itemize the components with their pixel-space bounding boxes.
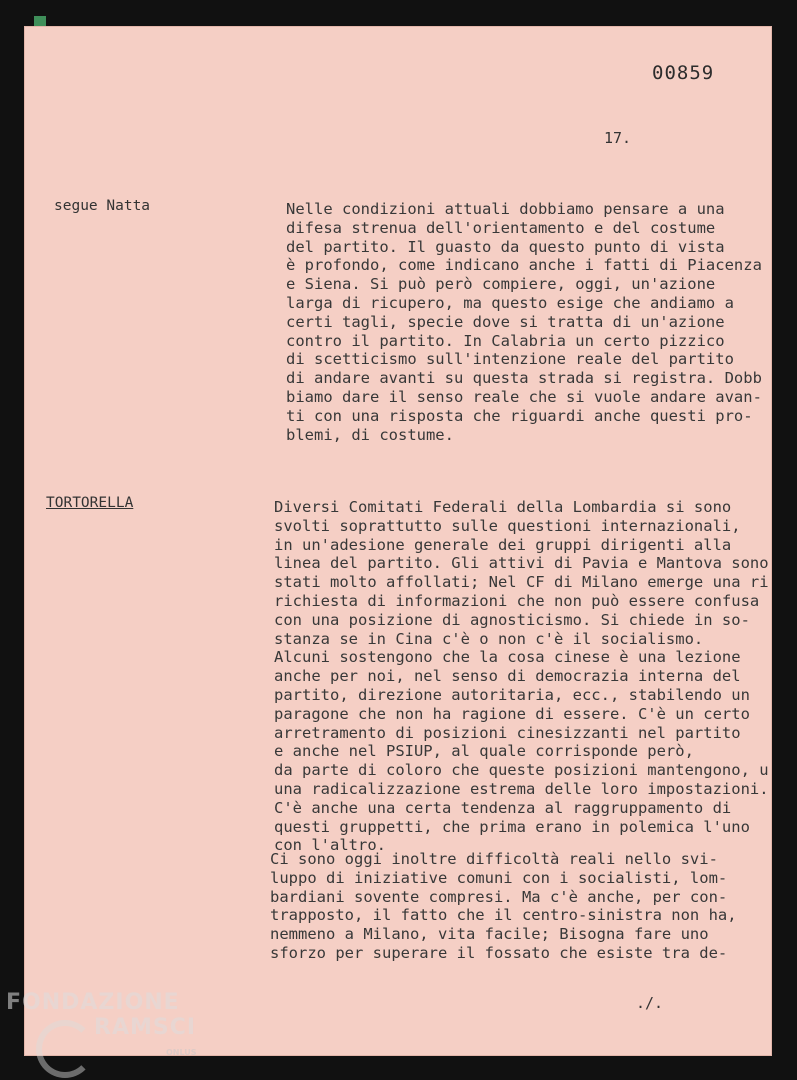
fondazione-gramsci-watermark <box>6 990 197 1057</box>
continuation-mark: ./. <box>636 994 664 1012</box>
tortorella-paragraph-1: Diversi Comitati Federali della Lombardia si sono svolti soprattutto sulle questioni internazionali, in un'adesione generale dei gruppi dirigenti alla linea del partito. Gli attivi di Pavia e Mantova sono stati molto affollati; Nel CF di Milano emerge una ri richiesta di informazioni che non può essere confusa con una posizione di agnosticismo. Si chiede in so- stanza se in Cina c'è o non c'è il socialismo. Alcuni sostengono che la cosa cinese è una lezione anche per noi, nel senso di democrazia interna del partito, direzione autoritaria, ecc., stabilendo un paragone che non ha ragione di essere. C'è un certo arretramento di posizioni cinesizzanti nel partito e anche nel PSIUP, al quale corrisponde però, da parte di coloro che queste posizioni mantengono, u una radicalizzazione estrema delle loro impostazioni. C'è anche una certa tendenza al raggruppamento di questi gruppetti, che prima erano in polemica l'uno con l'altro. <box>274 498 769 855</box>
watermark-line2: RAMSCI <box>94 1015 197 1040</box>
speaker-label-natta: segue Natta <box>54 198 151 214</box>
document-number: 00859 <box>652 62 715 84</box>
archive-color-tab <box>34 16 46 26</box>
document-page <box>24 26 772 1056</box>
natta-paragraph: Nelle condizioni attuali dobbiamo pensare a una difesa strenua dell'orientamento e del costume del partito. Il guasto da questo punto di vista è profondo, come indicano anche i fatti di Piacenza e Siena. Si può però compiere, oggi, un'azione larga di ricupero, ma questo esige che andiamo a certi tagli, specie dove si tratta di un'azione contro il partito. In Calabria un certo pizzico di scetticismo sull'intenzione reale del partito di andare avanti su questa strada si registra. Dobb biamo dare il senso reale che si vuole andare avan- ti con una risposta che riguardi anche questi pro- blemi, di costume. <box>286 200 762 444</box>
speaker-label-tortorella: TORTORELLA <box>46 495 134 511</box>
watermark-line1: FONDAZIONE <box>6 990 180 1015</box>
watermark-small-text: ONLUS <box>166 1048 197 1057</box>
watermark-g-icon <box>36 1020 94 1078</box>
page-number: 17. <box>604 129 632 147</box>
tortorella-paragraph-2: Ci sono oggi inoltre difficoltà reali nello svi- luppo di iniziative comuni con i socialisti, lom- bardiani sovente compresi. Ma c'è anche, per con- trapposto, il fatto che il centro-sinistra non ha, nemmeno a Milano, vita facile; Bisogna fare uno sforzo per superare il fossato che esiste tra de- <box>270 850 737 962</box>
